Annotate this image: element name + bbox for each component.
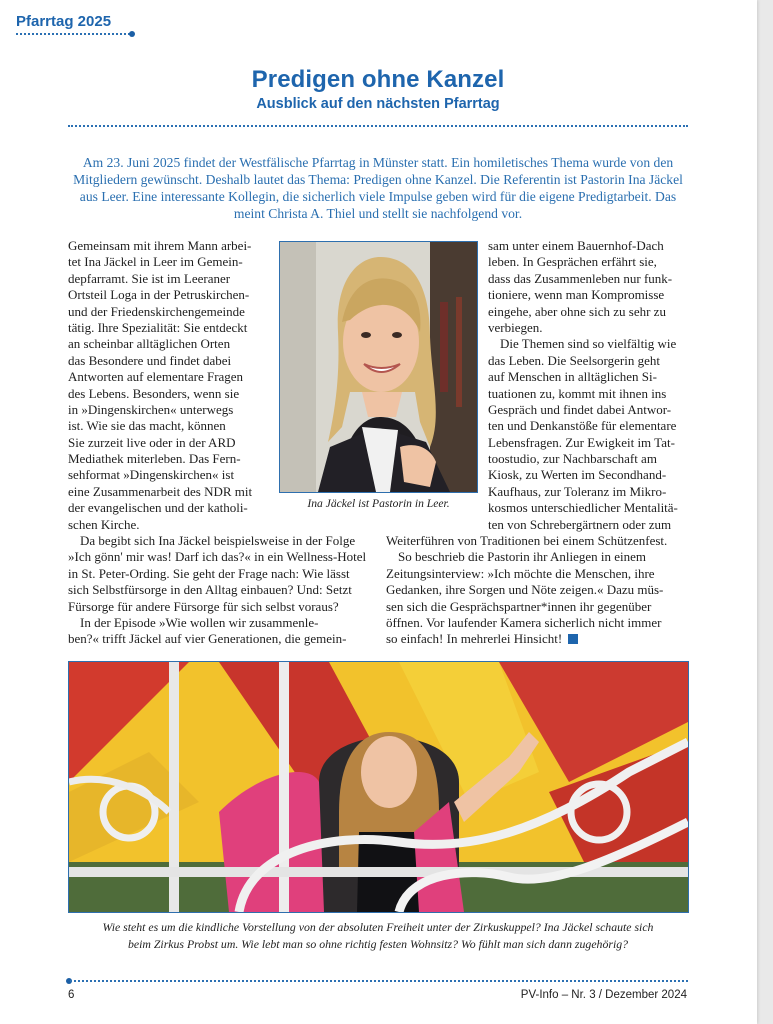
- text-line: dass das Zusammenleben nur funk-: [488, 270, 673, 286]
- text-line: toostudio, zur Nachbarschaft am: [488, 451, 657, 467]
- text-column-bottom-right: [386, 533, 667, 648]
- circus-illustration: [69, 662, 688, 912]
- text-line-content: so einfach! In mehrerlei Hinsicht!: [386, 631, 563, 647]
- text-line: ben?« trifft Jäckel auf vier Generationen, die gemein-: [68, 631, 347, 647]
- text-line: das Besondere und findet dabei: [68, 352, 232, 368]
- text-column-right: [488, 238, 678, 533]
- text-line: sam unter einem Bauernhof-Dach: [488, 238, 664, 253]
- text-line: sehformat »Dingenskirchen« ist: [68, 467, 235, 483]
- article-title: Predigen ohne Kanzel: [251, 66, 505, 93]
- text-line: Gespräch und findet dabei Antwor-: [488, 401, 672, 417]
- text-line: Gemeinsam mit ihrem Mann arbei-: [68, 238, 252, 253]
- text-line: in »Dingenskirchen« unterwegs: [68, 401, 234, 417]
- circus-photo: [68, 661, 689, 913]
- text-line: sen sich die Gesprächspartner*innen ihr gegenüber: [386, 598, 652, 614]
- end-of-article-square-icon: [568, 634, 578, 644]
- circus-photo-caption: [60, 919, 696, 952]
- text-line: Fürsorge für andere Fürsorge für sich selbst voraus?: [68, 598, 339, 614]
- text-line: tätig. Ihre Spezialität: Sie entdeckt: [68, 319, 248, 335]
- text-line: Zeitungsinterview: »Ich möchte die Menschen, ihre: [386, 565, 655, 581]
- text-line: Die Themen sind so vielfältig wie: [500, 336, 677, 352]
- text-line: Gedanken, ihre Sorgen und Nöte zeigen.« Dazu müs-: [386, 582, 664, 598]
- article-subtitle: Ausblick auf den nächsten Pfarrtag: [256, 96, 500, 112]
- section-header: Pfarrtag 2025: [16, 13, 112, 30]
- text-line: tet Ina Jäckel in Leer im Gemein-: [68, 254, 243, 270]
- text-line: öffnen. Vor laufender Kamera sicherlich nicht immer: [386, 614, 662, 630]
- text-line: Kiosk, zu Werten im Secondhand-: [488, 467, 667, 483]
- text-line: »Ich gönn' mir was! Darf ich das?« in ein Wellness-Hotel: [68, 549, 367, 565]
- article-intro: Am 23. Juni 2025 findet der Westfälische Pfarrtag in Münster statt. Ein homiletisches Thema wurde von den Mitgliedern gewünscht. Deshalb lautet das Thema: Predigen ohne Kanzel. Die Referentin ist Pastorin Ina Jäckel aus Leer. Eine interessante Kollegin, die sicherlich viele Impulse geben wird für die eigene Predigtarbeit. Das meint Christa A. Thiel und stellt sie nachfolgend vor.: [73, 155, 683, 221]
- text-line: Ortsteil Loga in der Petruskirchen-: [68, 287, 250, 303]
- text-line: In der Episode »Wie wollen wir zusammenle-: [80, 614, 319, 630]
- header-dotted-rule: [16, 33, 130, 35]
- title-dotted-rule: [68, 125, 688, 127]
- text-line: kosmos unterschiedlicher Mentalitä-: [488, 500, 678, 516]
- text-line: Kaufhaus, zur Toleranz im Mikro-: [488, 483, 667, 499]
- caption-line: Wie steht es um die kindliche Vorstellung von der absoluten Freiheit unter der Zirkuskuppel? Ina Jäckel schaute sich: [102, 920, 654, 934]
- portrait-caption: Ina Jäckel ist Pastorin in Leer.: [307, 497, 450, 510]
- text-line: Da begibt sich Ina Jäckel beispielsweise in der Folge: [80, 533, 356, 548]
- portrait-illustration: [280, 242, 477, 492]
- publication-info: PV-Info – Nr. 3 / Dezember 2024: [520, 989, 687, 1001]
- text-line: eingehe, aber ohne sich zu sehr zu: [488, 303, 666, 319]
- text-line: tuationen zu, kommt mit ihnen ins: [488, 385, 667, 401]
- text-column-left: [68, 238, 252, 533]
- text-line: Weiterführen von Traditionen bei einem Schützenfest.: [386, 533, 668, 548]
- text-line: in St. Peter-Ording. Sie geht der Frage nach: Wie lässt: [68, 565, 350, 581]
- header-rule-dot: [129, 31, 135, 37]
- text-line: depfarramt. Sie ist im Leeraner: [68, 270, 231, 286]
- text-line: ten von Schrebergärtnern oder zum: [488, 516, 672, 532]
- text-line: Antworten auf elementare Fragen: [68, 369, 244, 385]
- text-line: leben. In Gesprächen erfährt sie,: [488, 254, 657, 270]
- text-line: Lebensfragen. Zur Ewigkeit im Tat-: [488, 434, 675, 450]
- text-line: verbiegen.: [488, 319, 543, 335]
- text-line: tioniere, wenn man Kompromisse: [488, 287, 665, 303]
- portrait-photo: [279, 241, 478, 493]
- text-line: des Lebens. Besonders, wenn sie: [68, 385, 240, 401]
- text-line: das Leben. Die Seelsorgerin geht: [488, 352, 660, 368]
- footer-dotted-rule: [70, 980, 688, 982]
- text-line: sich Selbstfürsorge in den Alltag einbauen? Und: Setzt: [68, 582, 352, 598]
- caption-line: beim Zirkus Probst um. Wie lebt man so ohne richtig festen Wohnsitz? Wo fühlt man sich dann zugehörig?: [127, 936, 629, 951]
- text-column-bottom-left: [68, 533, 366, 648]
- text-line: schen Kirche.: [68, 516, 140, 532]
- text-line-last: [386, 631, 667, 647]
- page-number: 6: [68, 989, 75, 1001]
- text-line: und der Friedenskirchengemeinde: [68, 303, 245, 319]
- text-line: Sie zurzeit live oder in der ARD: [68, 434, 236, 450]
- text-line: So beschrieb die Pastorin ihr Anliegen in einem: [398, 549, 647, 565]
- text-line: auf Menschen in alltäglichen Si-: [488, 369, 657, 385]
- text-line: ist. Wie sie das macht, können: [68, 418, 226, 434]
- text-line: Mediathek miterleben. Das Fern-: [68, 451, 241, 467]
- text-line: ten und Denkanstöße für elementare: [488, 418, 677, 434]
- text-line: an scheinbar alltäglichen Orten: [68, 336, 231, 352]
- text-line: eine Zusammenarbeit des NDR mit: [68, 483, 253, 499]
- text-line: der evangelischen und der katholi-: [68, 500, 248, 516]
